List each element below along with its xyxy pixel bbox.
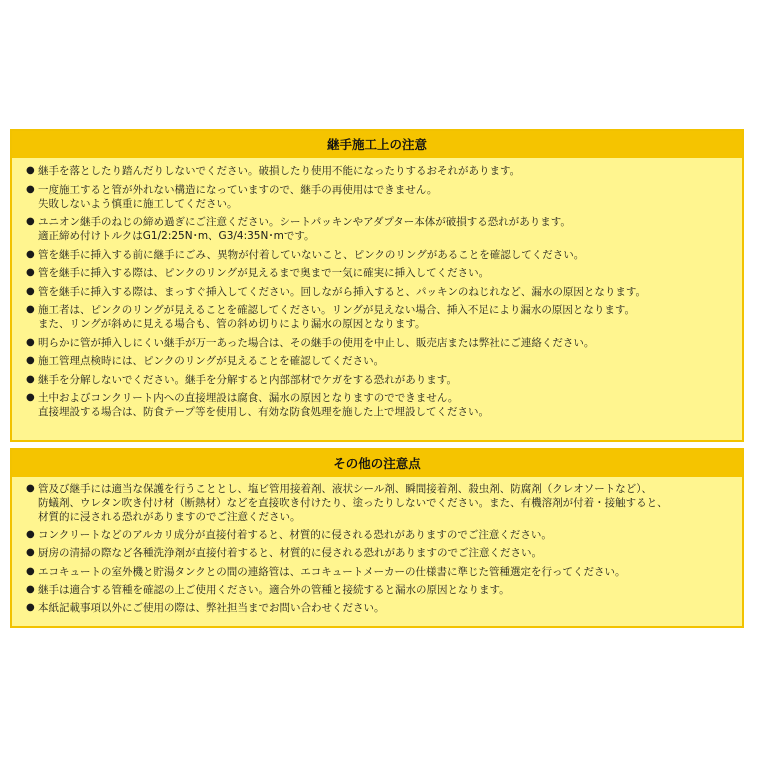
list-item (26, 391, 728, 419)
other-cautions-panel (10, 448, 744, 628)
item-line: ユニオン継手のねじの締め過ぎにご注意ください。シートパッキンやアダプター本体が破損する恐れがあります。 (38, 216, 571, 228)
item-line: 管を継手に挿入する前に継手にごみ、異物が付着していないこと、ピンクのリングがあることを確認してください。 (38, 248, 585, 261)
item-line: 本紙記載事項以外にご使用の際は、弊社担当までお問い合わせください。 (38, 601, 385, 614)
item-line: 継手は適合する管種を確認の上ご使用ください。適合外の管種と接続すると漏水の原因となります。 (38, 583, 510, 596)
item-line: エコキュートの室外機と貯湯タンクとの間の連絡管は、エコキュートメーカーの仕様書に準じた管種選定を行ってください。 (38, 565, 626, 578)
item-line: 施工者は、ピンクのリングが見えることを確認してください。リングが見えない場合、挿入不足により漏水の原因となります。 (38, 304, 636, 316)
list-item (26, 303, 728, 331)
list-item (26, 601, 728, 615)
bullet-icon: ● (26, 583, 35, 595)
bullet-icon: ● (26, 565, 35, 577)
bullet-icon: ● (26, 601, 35, 613)
item-line: 適正締め付けトルクはG1/2:25N･m、G3/4:35N･mです。 (38, 230, 315, 242)
bullet-icon: ● (26, 248, 35, 260)
list-item (26, 546, 728, 560)
item-line: 直接埋設する場合は、防食テープ等を使用し、有効な防食処理を施した上で埋設してください。 (38, 406, 489, 418)
item-line: 失敗しないよう慎重に施工してください。 (38, 197, 238, 210)
bullet-icon: ● (26, 336, 35, 348)
list-item (26, 373, 728, 387)
bullet-icon: ● (26, 285, 35, 297)
item-line: また、リングが斜めに見える場合も、管の斜め切りにより漏水の原因となります。 (38, 318, 426, 330)
bullet-icon: ● (26, 165, 35, 176)
item-line: 継手を落としたり踏んだりしないでください。破損したり使用不能になったりするおそれがあります。 (38, 165, 521, 177)
list-item (26, 248, 728, 262)
list-item (26, 285, 728, 299)
bullet-icon: ● (26, 483, 35, 494)
item-line: 防蟻剤、ウレタン吹き付け材（断熱材）などを直接吹き付けたり、塗ったりしないでください。また、有機溶剤が付着・接触すると、 (38, 497, 668, 509)
construction-cautions-panel (10, 129, 744, 442)
bullet-icon: ● (26, 529, 35, 541)
item-line: 土中およびコンクリート内への直接埋設は腐食、漏水の原因となりますのでできません。 (38, 392, 459, 404)
item-line: 明らかに管が挿入しにくい継手が万一あった場合は、その継手の使用を中止し、販売店または弊社にご連絡ください。 (38, 336, 595, 349)
list-item (26, 183, 728, 211)
bullet-icon: ● (26, 216, 35, 227)
item-line: コンクリートなどのアルカリ成分が直接付着すると、材質的に侵される恐れがありますのでご注意ください。 (38, 529, 552, 542)
item-line: 材質的に浸される恐れがありますのでご注意ください。 (38, 511, 301, 523)
item-line: 継手を分解しないでください。継手を分解すると内部部材でケガをする恐れがあります。 (38, 373, 457, 386)
item-line: 施工管理点検時には、ピンクのリングが見えることを確認してください。 (38, 355, 385, 367)
section-title: 継手施工上の注意 (12, 131, 742, 158)
list-item (26, 266, 728, 280)
list-item (26, 336, 728, 350)
bullet-icon: ● (26, 392, 35, 403)
list-item (26, 528, 728, 542)
list-item (26, 215, 728, 243)
list-item (26, 354, 728, 368)
item-line: 管を継手に挿入する際は、まっすぐ挿入してください。回しながら挿入すると、パッキンのねじれなど、漏水の原因となります。 (38, 285, 647, 298)
bullet-icon: ● (26, 183, 35, 195)
item-line: 厨房の清掃の際など各種洗浄剤が直接付着すると、材質的に侵される恐れがありますのでご注意ください。 (38, 547, 542, 560)
bullet-icon: ● (26, 267, 35, 278)
bullet-icon: ● (26, 547, 35, 559)
item-line: 一度施工すると管が外れない構造になっていますので、継手の再使用はできません。 (38, 183, 438, 196)
section-title: その他の注意点 (12, 450, 742, 477)
bullet-icon: ● (26, 304, 35, 315)
bullet-icon: ● (26, 355, 35, 366)
bullet-icon: ● (26, 373, 35, 385)
list-item (26, 482, 728, 524)
list-item (26, 565, 728, 579)
item-line: 管を継手に挿入する際は、ピンクのリングが見えるまで奥まで一気に確実に挿入してください。 (38, 267, 490, 279)
list-item (26, 583, 728, 597)
item-line: 管及び継手には適当な保護を行うこととし、塩ビ管用接着剤、液状シール剤、瞬間接着剤、殺虫剤、防腐剤（クレオソートなど）、 (38, 483, 653, 495)
list-item (26, 164, 728, 178)
